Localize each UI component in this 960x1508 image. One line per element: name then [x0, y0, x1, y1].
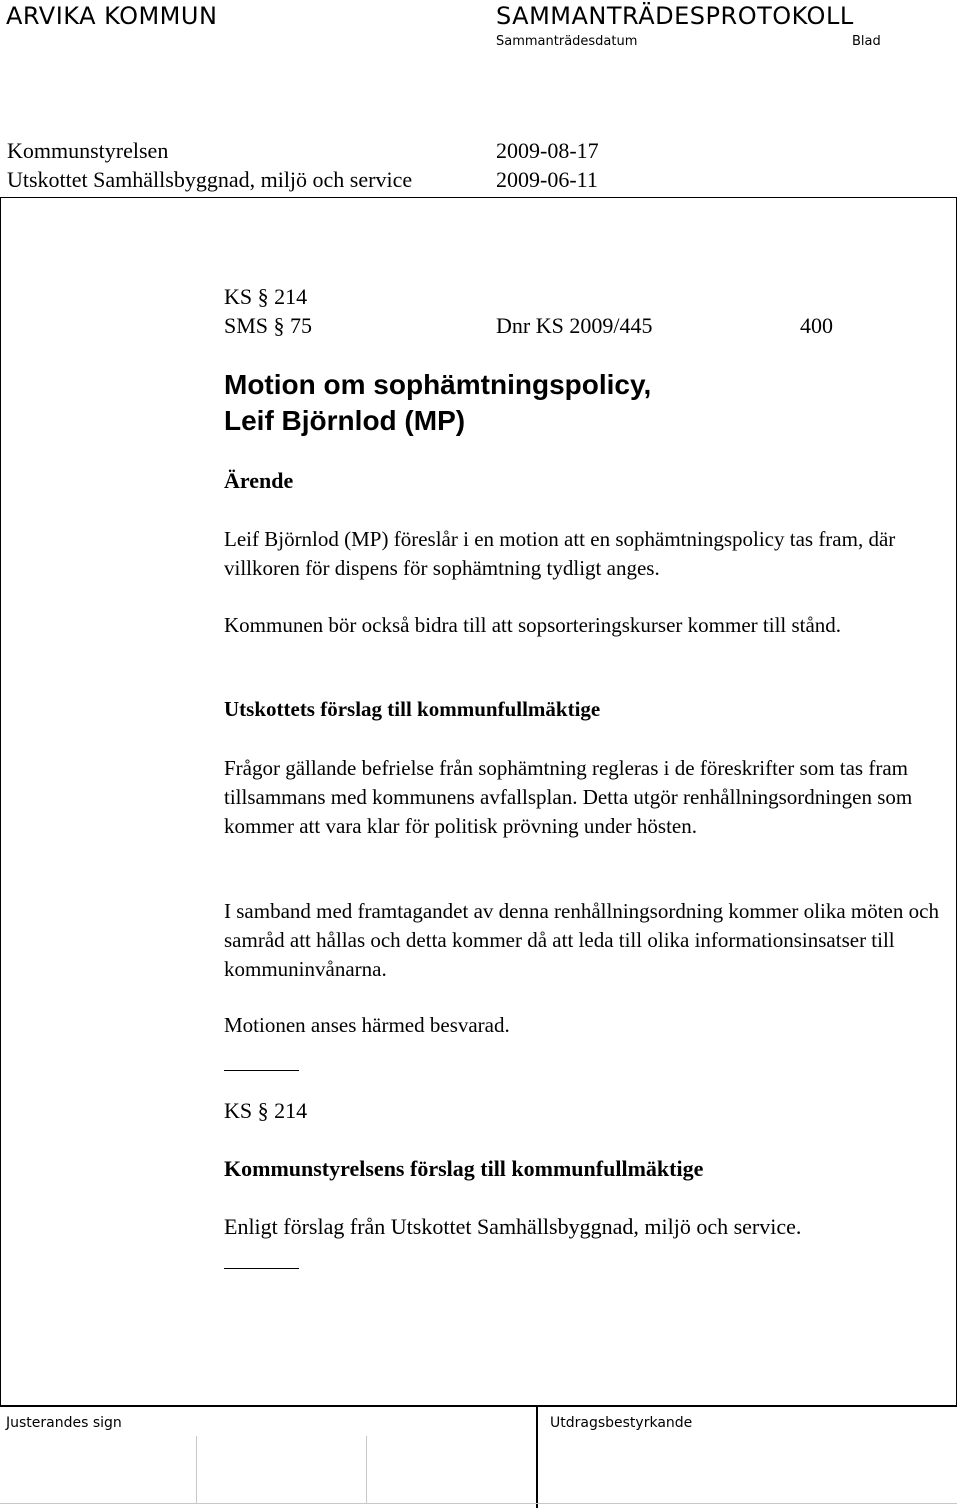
meeting-date-sms: 2009-06-11 — [496, 167, 598, 192]
kommunstyrelsen-heading: Kommunstyrelsens förslag till kommunfullmäktige — [224, 1156, 704, 1181]
footer-extract-label: Utdragsbestyrkande — [550, 1415, 693, 1431]
section-divider-end — [224, 1268, 299, 1269]
case-title-line-2: Leif Björnlod (MP) — [224, 405, 466, 436]
archive-code: 400 — [800, 313, 833, 338]
utskottet-paragraph-2: I samband med framtagandet av denna renhållningsordning kommer olika möten och samråd att hållas och detta kommer då att leda till olika informationsinsatser till kommuninvånarna. — [224, 899, 939, 981]
meeting-body-sms: Utskottet Samhällsbyggnad, miljö och service — [7, 167, 413, 192]
kommunstyrelsen-paragraph: Enligt förslag från Utskottet Samhällsbyggnad, miljö och service. — [224, 1214, 802, 1239]
signature-box-divider — [366, 1436, 367, 1504]
page-label: Blad — [852, 34, 881, 49]
diary-number: Dnr KS 2009/445 — [496, 313, 653, 338]
document-type: SAMMANTRÄDESPROTOKOLL — [496, 2, 854, 30]
footer-bottom-border — [0, 1503, 957, 1504]
utskottet-heading: Utskottets förslag till kommunfullmäktige — [224, 697, 601, 721]
signature-box-divider — [196, 1436, 197, 1504]
arende-paragraph-2: Kommunen bör också bidra till att sopsorteringskurser kommer till stånd. — [224, 613, 842, 637]
organization-name: ARVIKA KOMMUN — [6, 2, 218, 30]
meeting-date-label: Sammanträdesdatum — [496, 34, 638, 49]
section-divider — [224, 1070, 299, 1071]
utskottet-paragraph-3: Motionen anses härmed besvarad. — [224, 1013, 510, 1037]
sms-paragraph-ref: SMS § 75 — [224, 313, 313, 338]
footer-sign-label: Justerandes sign — [6, 1415, 122, 1431]
case-title-line-1: Motion om sophämtningspolicy, — [224, 369, 652, 400]
ks-paragraph-ref: KS § 214 — [224, 284, 308, 309]
arende-heading: Ärende — [224, 468, 294, 493]
ks-paragraph-ref-2: KS § 214 — [224, 1098, 308, 1123]
meeting-body-ks: Kommunstyrelsen — [7, 138, 169, 163]
footer-border — [0, 1405, 957, 1407]
utskottet-paragraph-1: Frågor gällande befrielse från sophämtning regleras i de föreskrifter som tas fram tillsammans med kommunens avfallsplan. Detta utgör renhållningsordningen som kommer att vara klar för politisk prövning under hösten. — [224, 756, 913, 838]
arende-paragraph-1: Leif Björnlod (MP) föreslår i en motion att en sophämtningspolicy tas fram, där villkoren för dispens för sophämtning tydligt anges. — [224, 527, 896, 580]
footer-column-divider — [536, 1405, 538, 1508]
meeting-date-ks: 2009-08-17 — [496, 138, 599, 163]
